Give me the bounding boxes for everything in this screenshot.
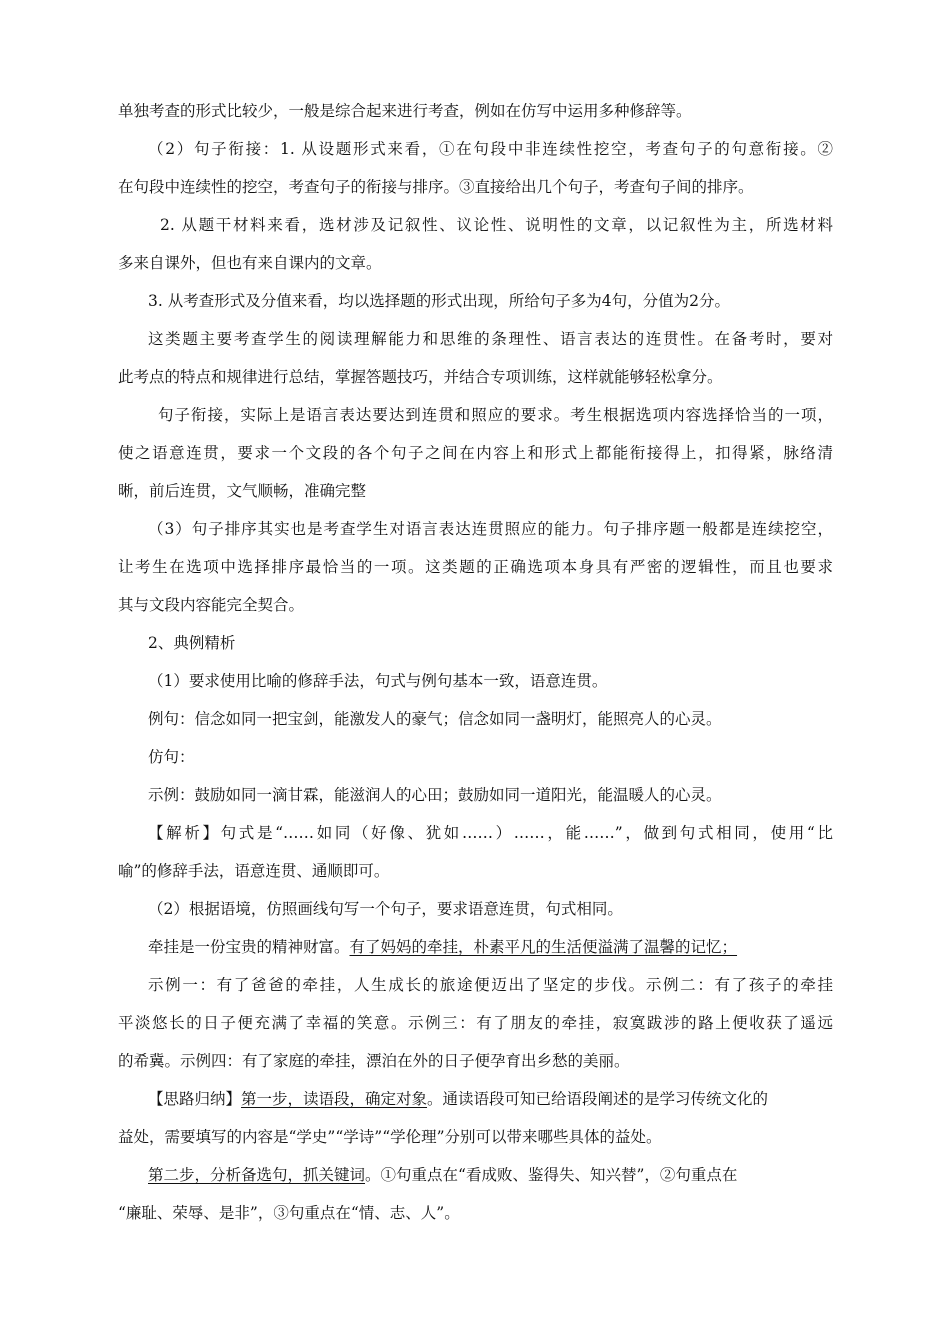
text-line: （3）句子排序其实也是考查学生对语言表达连贯照应的能力。句子排序题一般都是连续挖空， [148,520,833,538]
text-line: 平淡悠长的日子便充满了幸福的笑意。示例三：有了朋友的牵挂，寂寞跋涉的路上便收获了遥远 [118,1014,833,1032]
text-line: 句子衔接，实际上是语言表达要达到连贯和照应的要求。考生根据选项内容选择恰当的一项， [158,406,833,424]
underlined-phrase: 第一步，读语段，确定对象 [241,1090,428,1108]
text-line: 单独考查的形式比较少，一般是综合起来进行考查，例如在仿写中运用多种修辞等。 [118,102,692,120]
text-line: 益处，需要填写的内容是“学史”“学诗”“学伦理”分别可以带来哪些具体的益处。 [118,1128,662,1146]
text-segment: 【思路归纳】 [148,1090,242,1108]
text-line: （2）根据语境，仿照画线句写一个句子，要求语意连贯，句式相同。 [148,900,623,918]
text-segment: 牵挂是一份宝贵的精神财富。 [148,938,350,956]
section-heading: 2、典例精析 [148,634,236,652]
underlined-sentence: 有了妈妈的牵挂，朴素平凡的生活便溢满了温馨的记忆； [349,938,738,956]
text-line: 示例一：有了爸爸的牵挂，人生成长的旅途便迈出了坚定的步伐。示例二：有了孩子的牵挂 [148,976,833,994]
text-line: 在句段中连续性的挖空，考查句子的衔接与排序。③直接给出几个句子，考查句子间的排序。 [118,178,754,196]
text-line: 使之语意连贯，要求一个文段的各个句子之间在内容上和形式上都能衔接得上，扣得紧，脉络清 [118,444,833,462]
underlined-phrase: 第二步，分析备选句，抓关键词 [148,1166,366,1184]
text-segment: 。①句重点在“看成败、鉴得失、知兴替”，②句重点在 [365,1166,738,1184]
text-line: 这类题主要考查学生的阅读理解能力和思维的条理性、语言表达的连贯性。在备考时，要对 [148,330,833,348]
text-line: “廉耻、荣辱、是非”，③句重点在“情、志、人”。 [118,1204,460,1222]
text-line: 示例：鼓励如同一滴甘霖，能滋润人的心田；鼓励如同一道阳光，能温暖人的心灵。 [148,786,722,804]
text-line: 其与文段内容能完全契合。 [118,596,305,614]
text-line: 喻”的修辞手法，语意连贯、通顺即可。 [118,862,390,880]
text-line: 让考生在选项中选择排序最恰当的一项。这类题的正确选项本身具有严密的逻辑性，而且也要求 [118,558,833,576]
text-line: 的希冀。示例四：有了家庭的牵挂，漂泊在外的日子便孕育出乡愁的美丽。 [118,1052,630,1070]
text-line: 晰，前后连贯，文气顺畅，准确完整 [118,482,367,500]
text-line: 多来自课外，但也有来自课内的文章。 [118,254,382,272]
text-line: （2）句子衔接：1. 从设题形式来看，①在句段中非连续性挖空，考查句子的句意衔接。② [148,140,833,158]
text-line: 【解析】句式是“……如同（好像、犹如……）……，能……”，做到句式相同，使用“比 [148,824,833,842]
text-line: （1）要求使用比喻的修辞手法，句式与例句基本一致，语意连贯。 [148,672,608,690]
text-line: 3. 从考查形式及分值来看，均以选择题的形式出现，所给句子多为4句，分值为2分。 [148,292,730,310]
text-line: 例句：信念如同一把宝剑，能激发人的豪气；信念如同一盏明灯，能照亮人的心灵。 [148,710,722,728]
text-line: 仿句： [148,748,195,766]
text-line: 此考点的特点和规律进行总结，掌握答题技巧，并结合专项训练，这样就能够轻松拿分。 [118,368,723,386]
text-line [148,936,833,958]
text-segment: 。通读语段可知已给语段阐述的是学习传统文化的 [427,1090,769,1108]
text-line [148,1088,833,1110]
text-line: 2. 从题干材料来看，选材涉及记叙性、议论性、说明性的文章，以记叙性为主，所选材料 [160,216,833,234]
text-line [148,1164,833,1186]
